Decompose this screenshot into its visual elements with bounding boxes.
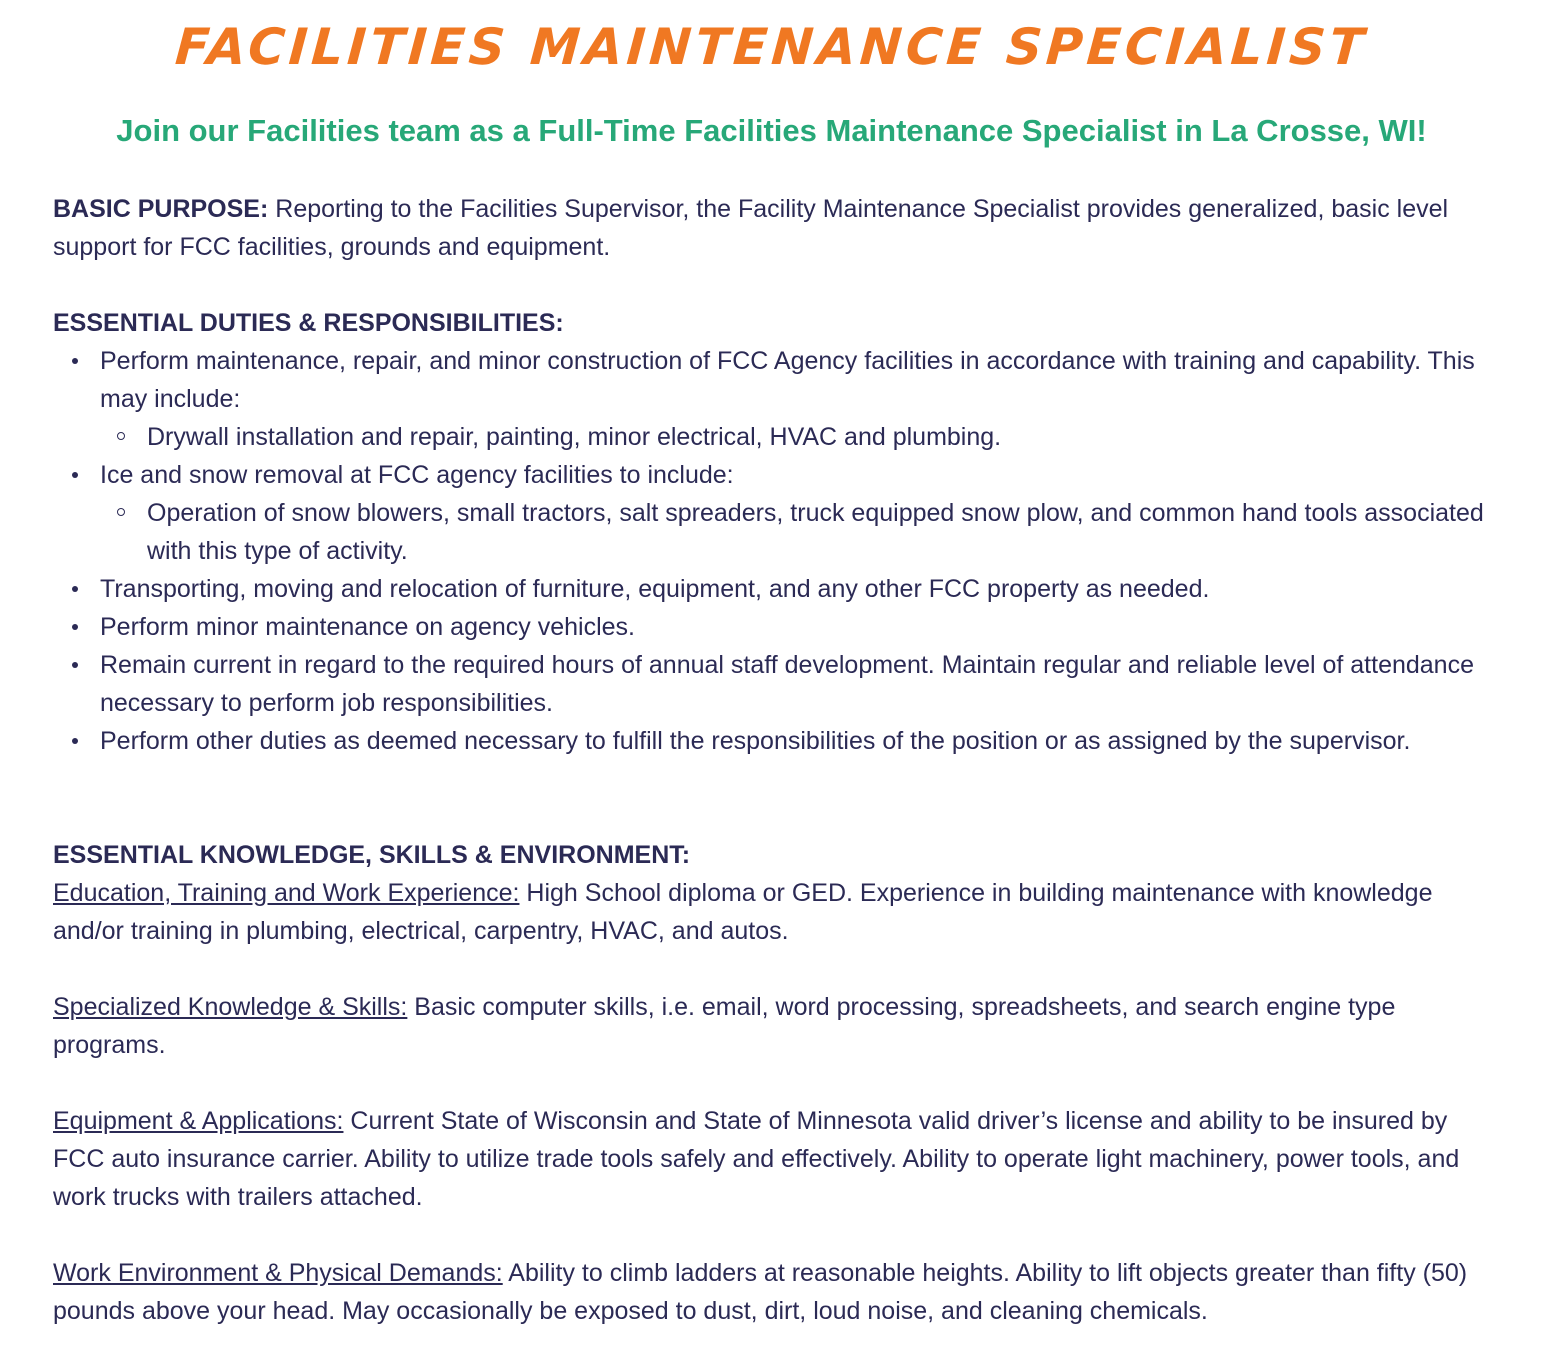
education-paragraph: [53, 874, 1493, 950]
sub-list: [100, 494, 1493, 570]
list-item: [53, 342, 1493, 456]
list-item: Drywall installation and repair, painting, minor electrical, HVAC and plumbing.: [100, 418, 1493, 456]
duties-heading: ESSENTIAL DUTIES & RESPONSIBILITIES:: [53, 309, 564, 337]
environment-paragraph: [53, 1254, 1493, 1330]
basic-purpose-paragraph: [53, 190, 1493, 266]
job-description: [53, 190, 1493, 1330]
equipment-label: Equipment & Applications:: [53, 1107, 344, 1135]
list-item: [53, 456, 1493, 570]
equipment-text: Current State of Wisconsin and State of Minnesota valid driver’s license and ability to be insured by FCC auto insurance carrier. Ability to utilize trade tools safely and effectively. Ability to operate light machinery, power tools, and work trucks with trailers attached.: [53, 1107, 1460, 1211]
duty-text: Ice and snow removal at FCC agency facilities to include:: [100, 461, 734, 489]
list-item: Operation of snow blowers, small tractors, salt spreaders, truck equipped snow plow, and common hand tools associated with this type of activity.: [100, 494, 1493, 570]
duty-text: Perform maintenance, repair, and minor construction of FCC Agency facilities in accordance with training and capability. This may include:: [100, 347, 1475, 413]
environment-label: Work Environment & Physical Demands:: [53, 1259, 503, 1287]
duties-list: [53, 342, 1493, 760]
equipment-paragraph: [53, 1102, 1493, 1216]
education-text: High School diploma or GED. Experience in building maintenance with knowledge and/or training in plumbing, electrical, carpentry, HVAC, and autos.: [53, 879, 1433, 945]
page-title: FACILITIES MAINTENANCE SPECIALIST: [173, 18, 1370, 76]
page-subtitle: Join our Facilities team as a Full-Time Facilities Maintenance Specialist in La Crosse, WI!: [116, 113, 1427, 148]
list-item: Perform minor maintenance on agency vehicles.: [53, 608, 1493, 646]
specialized-text: Basic computer skills, i.e. email, word processing, spreadsheets, and search engine type programs.: [53, 993, 1396, 1059]
sub-list: [100, 418, 1493, 456]
basic-purpose-label: BASIC PURPOSE:: [53, 195, 269, 223]
education-label: Education, Training and Work Experience:: [53, 879, 520, 907]
list-item: Transporting, moving and relocation of furniture, equipment, and any other FCC property as needed.: [53, 570, 1493, 608]
specialized-label: Specialized Knowledge & Skills:: [53, 993, 408, 1021]
basic-purpose-text: Reporting to the Facilities Supervisor, the Facility Maintenance Specialist provides generalized, basic level support for FCC facilities, grounds and equipment.: [53, 195, 1449, 261]
environment-text: Ability to climb ladders at reasonable heights. Ability to lift objects greater than fifty (50) pounds above your head. May occasionally be exposed to dust, dirt, loud noise, and cleaning chemicals.: [53, 1259, 1468, 1325]
list-item: Perform other duties as deemed necessary to fulfill the responsibilities of the position or as assigned by the supervisor.: [53, 722, 1493, 760]
knowledge-heading: ESSENTIAL KNOWLEDGE, SKILLS & ENVIRONMENT:: [53, 841, 691, 869]
specialized-paragraph: [53, 988, 1493, 1064]
list-item: Remain current in regard to the required hours of annual staff development. Maintain regular and reliable level of attendance necessary to perform job responsibilities.: [53, 646, 1493, 722]
